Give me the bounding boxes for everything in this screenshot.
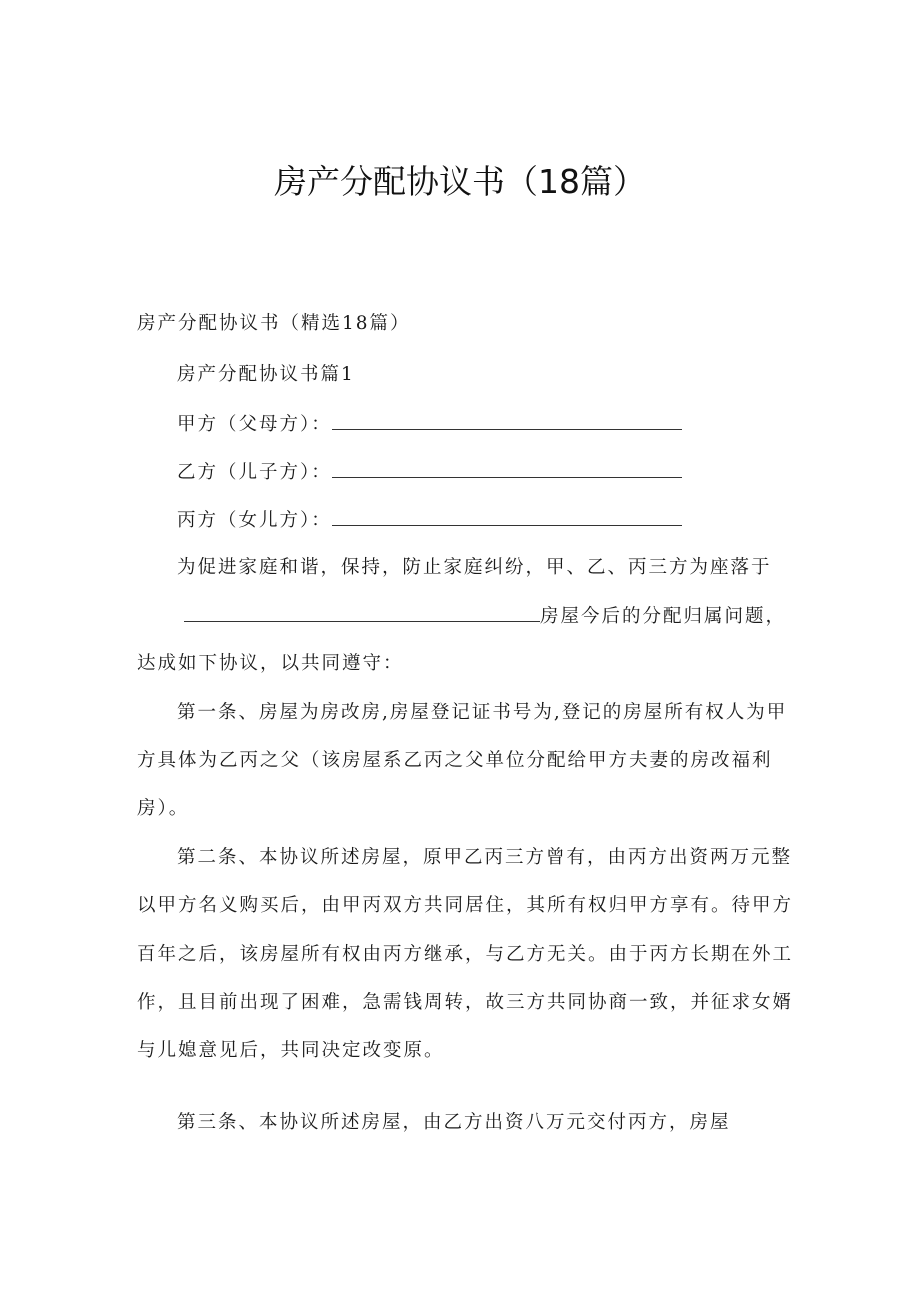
article-2-line-4: 作，且目前出现了困难，急需钱周转，故三方共同协商一致，并征求女婿 <box>137 992 794 1013</box>
article-2-line-3: 百年之后，该房屋所有权由丙方继承，与乙方无关。由于丙方长期在外工 <box>137 944 794 965</box>
party-c-label: 丙方（女儿方）： <box>177 510 332 531</box>
article-2-line-2: 以甲方名义购买后，由甲丙双方共同居住，其所有权归甲方享有。待甲方 <box>137 895 794 916</box>
article-1-line-2: 方具体为乙丙之父（该房屋系乙丙之父单位分配给甲方夫妻的房改福利 <box>137 750 773 771</box>
intro-line-1: 为促进家庭和谐，保持，防止家庭纠纷，甲、乙、丙三方为座落于 <box>177 557 772 578</box>
article-2-line-1: 第二条、本协议所述房屋，原甲乙丙三方曾有，由丙方出资两万元整 <box>177 847 793 868</box>
party-b-label: 乙方（儿子方）： <box>177 462 332 483</box>
article-3-line-1: 第三条、本协议所述房屋，由乙方出资八万元交付丙方，房屋 <box>177 1112 731 1133</box>
intro-line-2 <box>184 603 786 630</box>
article-1-line-1: 第一条、房屋为房改房,房屋登记证书号为,登记的房屋所有权人为甲 <box>177 702 788 723</box>
party-b-blank-line <box>332 459 682 478</box>
party-c-row <box>177 507 682 534</box>
property-location-blank-line <box>184 603 540 622</box>
document-subtitle: 房产分配协议书（精选18篇） <box>137 313 411 334</box>
article-1-line-3: 房）。 <box>137 798 190 819</box>
party-a-blank-line <box>332 411 682 430</box>
page-title: 房产分配协议书（18篇） <box>274 162 646 201</box>
section-heading: 房产分配协议书篇1 <box>177 364 355 385</box>
intro-line-2-suffix: 房屋今后的分配归属问题， <box>540 606 787 627</box>
party-a-row <box>177 411 682 438</box>
party-c-blank-line <box>332 507 682 526</box>
party-b-row <box>177 459 682 486</box>
article-2-line-5: 与儿媳意见后，共同决定改变原。 <box>137 1040 445 1061</box>
intro-line-3: 达成如下协议，以共同遵守： <box>137 653 404 674</box>
party-a-label: 甲方（父母方）： <box>177 414 332 435</box>
